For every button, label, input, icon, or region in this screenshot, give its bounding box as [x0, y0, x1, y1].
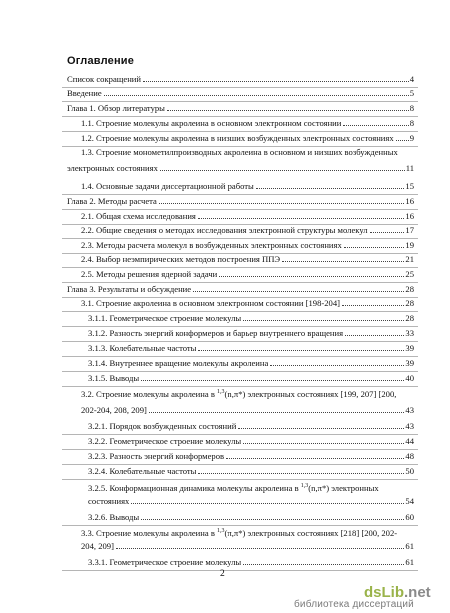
toc-entry-title: 1.3. Строение монометилпроизводных акролеина в основном и низших возбужденных [81, 147, 398, 157]
toc-entry-page: 16 [405, 196, 414, 206]
toc-entry[interactable] [88, 436, 414, 446]
toc-entry-page: 39 [405, 358, 414, 368]
row-separator [62, 311, 418, 312]
row-separator [62, 434, 418, 435]
toc-entry[interactable] [88, 358, 414, 368]
dot-leader [131, 503, 404, 504]
toc-entry-page: 54 [405, 496, 414, 506]
toc-entry-title: Введение [67, 88, 102, 98]
toc-entry[interactable] [81, 181, 414, 191]
toc-entry-title: 3.1.1. Геометрическое строение молекулы [88, 313, 242, 323]
toc-entry[interactable] [67, 88, 414, 98]
toc-entry-page: 8 [409, 103, 414, 113]
toc-entry[interactable] [81, 405, 414, 415]
toc-entry-title: 3.2.6. Выводы [88, 512, 140, 522]
toc-entry[interactable] [88, 343, 414, 353]
toc-entry-title: 3.1. Строение акролеина в основном электронном состоянии [198-204] [81, 298, 340, 308]
row-separator [62, 326, 418, 327]
dot-leader [270, 365, 404, 366]
toc-entry[interactable] [88, 466, 414, 476]
toc-entry-page: 11 [405, 163, 414, 173]
toc-entry[interactable] [67, 196, 414, 206]
toc-entry[interactable] [67, 103, 414, 113]
toc-entry-page: 19 [405, 240, 414, 250]
toc-entry-title: 3.2.2. Геометрическое строение молекулы [88, 436, 242, 446]
row-separator [62, 449, 418, 450]
watermark-caption: библиотека диссертаций [294, 599, 414, 610]
dot-leader [193, 291, 404, 292]
dot-leader [149, 412, 405, 413]
toc-entry[interactable] [81, 254, 414, 264]
toc-entry-title: 3.2. Строение молекулы акролеина в $^{1,3}$(n,π*) электронных состояниях [199, 207] [200, [81, 388, 397, 399]
toc-entry[interactable] [81, 269, 414, 279]
toc-entry-title: 3.2.3. Разность энергий конформеров [88, 451, 225, 461]
watermark [292, 585, 448, 613]
toc-entry-page: 50 [405, 466, 414, 476]
toc-entry-page: 25 [405, 269, 414, 279]
toc-heading: Оглавление [67, 55, 135, 67]
toc-entry-title-continuation: состояниях [88, 496, 130, 506]
toc-entry-page: 43 [405, 421, 414, 431]
toc-entry-title: 1.2. Строение молекулы акролеина в низших возбужденных электронных состояниях [81, 133, 394, 143]
dot-leader [282, 261, 404, 262]
row-separator [62, 371, 418, 372]
dot-leader [116, 548, 404, 549]
row-separator [62, 116, 418, 117]
dot-leader [160, 170, 405, 171]
toc-entry-page: 16 [405, 211, 414, 221]
watermark-logo: dsLib.net [364, 584, 431, 601]
toc-entry-page: 61 [405, 557, 414, 567]
dot-leader [143, 81, 409, 82]
dot-leader [344, 247, 405, 248]
toc-entry-page: 5 [409, 88, 414, 98]
dot-leader [226, 458, 404, 459]
toc-entry-title: 2.5. Методы решения ядерной задачи [81, 269, 218, 279]
toc-entry-title: 3.2.4. Колебательные частоты [88, 466, 197, 476]
toc-entry-title: 3.1.2. Разность энергий конформеров и барьер внутреннего вращения [88, 328, 344, 338]
dot-leader [256, 188, 405, 189]
dot-leader [198, 218, 405, 219]
row-separator [62, 194, 418, 195]
toc-entry-title-line [81, 147, 398, 157]
toc-entry-page: 44 [405, 436, 414, 446]
toc-entry[interactable] [81, 225, 414, 235]
toc-entry-title-continuation: 204, 209] [81, 541, 114, 551]
toc-entry-page: 61 [405, 541, 414, 551]
dot-leader [141, 519, 404, 520]
toc-entry-page: 17 [405, 225, 414, 235]
toc-entry-title: 3.3. Строение молекулы акролеина в $^{1,3}$(π,π*) электронных состояниях [218] [200, 202- [81, 527, 398, 538]
toc-entry-page: 43 [405, 405, 414, 415]
toc-entry[interactable] [88, 557, 414, 567]
row-separator [62, 238, 418, 239]
row-separator [62, 209, 418, 210]
toc-entry-page: 40 [405, 373, 414, 383]
dot-leader [345, 335, 404, 336]
toc-entry-title: Глава 1. Обзор литературы [67, 103, 165, 113]
dot-leader [167, 110, 409, 111]
toc-entry-page: 28 [405, 298, 414, 308]
dot-leader [396, 140, 409, 141]
dot-leader [198, 350, 404, 351]
row-separator [62, 464, 418, 465]
row-separator [62, 267, 418, 268]
toc-entry-title-line [81, 526, 397, 538]
toc-entry[interactable] [81, 211, 414, 221]
toc-entry-page: 33 [405, 328, 414, 338]
toc-entry[interactable] [88, 421, 414, 431]
toc-entry-title: 1.4. Основные задачи диссертационной работы [81, 181, 254, 191]
toc-entry-title: 2.3. Методы расчета молекул в возбужденных электронных состояниях [81, 240, 342, 250]
toc-entry-page: 48 [405, 451, 414, 461]
toc-entry-title: Глава 2. Методы расчета [67, 196, 157, 206]
toc-entry-page: 4 [409, 74, 414, 84]
toc-entry-title: 2.4. Выбор неэмпирических методов построения ППЭ [81, 254, 281, 264]
toc-entry-title: 1.1. Строение молекулы акролеина в основном электронном состоянии [81, 118, 342, 128]
toc-entry-title: 3.1.5. Выводы [88, 373, 140, 383]
dot-leader [238, 428, 404, 429]
dot-leader [104, 95, 409, 96]
toc-entry-page: 21 [405, 254, 414, 264]
toc-entry[interactable] [81, 541, 414, 551]
toc-entry-title: 3.3.1. Геометрическое строение молекулы [88, 557, 242, 567]
row-separator [62, 101, 418, 102]
toc-entry[interactable] [88, 313, 414, 323]
toc-entry[interactable] [81, 298, 414, 308]
toc-entry[interactable] [88, 496, 414, 506]
dot-leader [159, 203, 405, 204]
row-separator [62, 131, 418, 132]
toc-entry-title: Глава 3. Результаты и обсуждение [67, 284, 192, 294]
toc-entry-title-continuation: электронных состояниях [67, 163, 158, 173]
toc-entry-title: 3.1.3. Колебательные частоты [88, 343, 197, 353]
toc-entry[interactable] [88, 373, 414, 383]
dot-leader [141, 380, 404, 381]
toc-entry-title: 3.1.4. Внутреннее вращение молекулы акролеина [88, 358, 269, 368]
page-number: 2 [220, 569, 225, 579]
toc-entry-page: 28 [405, 284, 414, 294]
row-separator [62, 282, 418, 283]
toc-entry-page: 15 [405, 181, 414, 191]
toc-entry[interactable] [81, 133, 414, 143]
toc-entry[interactable] [88, 451, 414, 461]
dot-leader [370, 232, 405, 233]
toc-entry[interactable] [81, 118, 414, 128]
toc-entry[interactable] [67, 163, 414, 173]
dot-leader [243, 320, 404, 321]
toc-entry-title: 2.1. Общая схема исследования [81, 211, 196, 221]
toc-entry-page: 9 [409, 133, 414, 143]
toc-entry-title: 3.2.5. Конформационная динамика молекулы акролеина в $^{1,3}$(n,π*) электронных [88, 482, 379, 493]
toc-entry[interactable] [67, 284, 414, 294]
dot-leader [219, 276, 404, 277]
row-separator [62, 341, 418, 342]
row-separator [62, 356, 418, 357]
row-separator [62, 479, 418, 480]
dot-leader [198, 473, 404, 474]
toc-entry-page: 28 [405, 313, 414, 323]
dot-leader [343, 125, 408, 126]
toc-entry-title-continuation: 202-204, 208, 209] [81, 405, 147, 415]
dot-leader [243, 443, 404, 444]
dot-leader [342, 305, 404, 306]
toc-entry[interactable] [67, 74, 414, 84]
toc-entry-page: 8 [409, 118, 414, 128]
toc-entry[interactable] [88, 512, 414, 522]
toc-entry-page: 39 [405, 343, 414, 353]
dot-leader [243, 564, 404, 565]
toc-entry-title-line [88, 481, 379, 493]
row-separator [62, 570, 418, 571]
toc-entry-title: 3.2.1. Порядок возбужденных состояний [88, 421, 237, 431]
toc-entry-title: Список сокращений [67, 74, 141, 84]
toc-entry-title: 2.2. Общие сведения о методах исследования электронной структуры молекул [81, 225, 368, 235]
toc-entry[interactable] [88, 328, 414, 338]
toc-entry-title-line [81, 387, 396, 399]
toc-entry-page: 60 [405, 512, 414, 522]
toc-entry[interactable] [81, 240, 414, 250]
